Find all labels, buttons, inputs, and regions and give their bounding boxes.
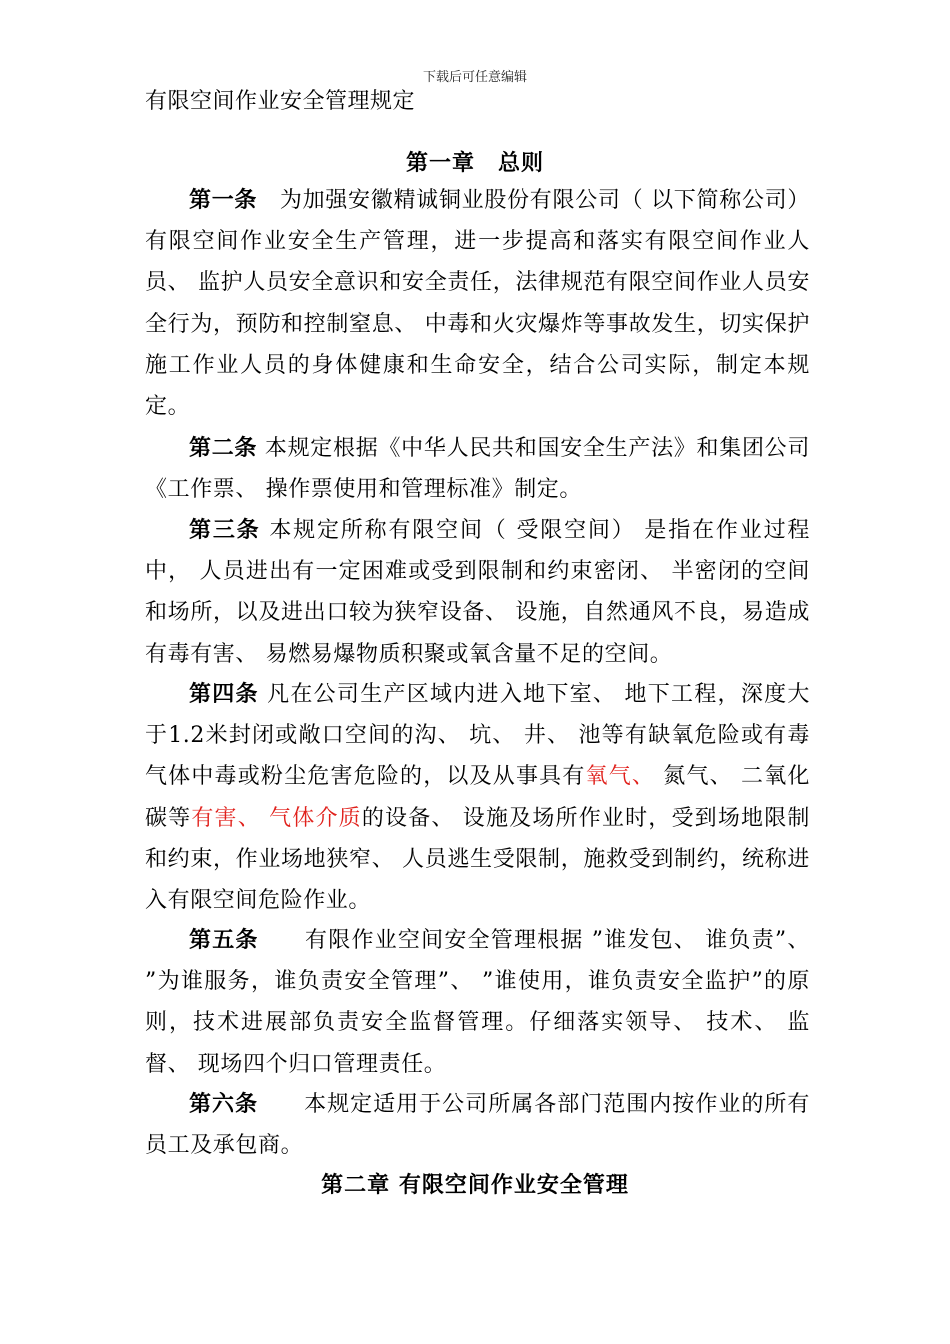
article-6-text: 本规定适用于公司所属各部门范围内按作业的所有员工及承包商。 <box>145 1092 810 1159</box>
article-4-text-b: 氮气、 二氧化碳等 <box>145 764 810 831</box>
article-2-text: 本规定根据《中华人民共和国安全生产法》和集团公司《工作票、 操作票使用和管理标准》制定。 <box>145 436 810 503</box>
chapter-2-heading: 第二章 有限空间作业安全管理 <box>321 1172 629 1198</box>
article-5-label: 第五条 <box>189 927 259 953</box>
article-4 <box>145 674 810 921</box>
article-6 <box>145 1084 810 1166</box>
header-note: 下载后可任意编辑 <box>422 70 527 85</box>
article-3-label: 第三条 <box>189 517 261 543</box>
chapter-1-heading: 第一章 总则 <box>405 150 544 176</box>
article-1-label: 第一条 <box>189 187 258 213</box>
article-1 <box>145 180 810 427</box>
article-1-text: 为加强安徽精诚铜业股份有限公司（ 以下简称公司）有限空间作业安全生产管理，进一步提高和落实有限空间作业人员、 监护人员安全意识和安全责任，法律规范有限空间作业人员安全行为，预防和控制窒息、 中毒和火灾爆炸等事故发生，切实保护施工作业人员的身体健康和生命安全，结合公司实际，制定本规定。 <box>145 188 810 420</box>
article-3-text: 本规定所称有限空间（ 受限空间） 是指在作业过程中， 人员进出有一定困难或受到限制和约束密闭、 半密闭的空间和场所，以及进出口较为狭窄设备、 设施，自然通风不良，易造成有毒有害、 易燃易爆物质积聚或氧含量不足的空间。 <box>145 518 810 667</box>
article-5-text: 有限作业空间安全管理根据 ”谁发包、 谁负责”、 ”为谁服务，谁负责安全管理”、 ”谁使用，谁负责安全监护”的原则，技术进展部负责安全监督管理。仔细落实领导、 技术、 监督、 现场四个归口管理责任。 <box>145 928 810 1077</box>
article-3 <box>145 510 810 675</box>
article-4-label: 第四条 <box>189 681 259 707</box>
article-4-text-c: 的设备、 设施及场所作业时，受到场地限制和约束，作业场地狭窄、 人员逃生受限制，施救受到制约，统称进入有限空间危险作业。 <box>145 805 810 914</box>
article-2 <box>145 428 810 510</box>
article-4-highlight-1: 氧气、 <box>585 764 656 790</box>
article-5 <box>145 920 810 1085</box>
article-4-text-a: 凡在公司生产区域内进入地下室、 地下工程，深度大于1.2米封闭或敞口空间的沟、 坑、 井、 池等有缺氧危险或有毒气体中毒或粉尘危害危险的，以及从事具有 <box>145 682 810 790</box>
article-6-label: 第六条 <box>189 1091 259 1117</box>
article-2-label: 第二条 <box>189 435 258 461</box>
document-title: 有限空间作业安全管理规定 <box>145 89 416 114</box>
article-4-highlight-2: 有害、 气体介质 <box>191 805 362 831</box>
